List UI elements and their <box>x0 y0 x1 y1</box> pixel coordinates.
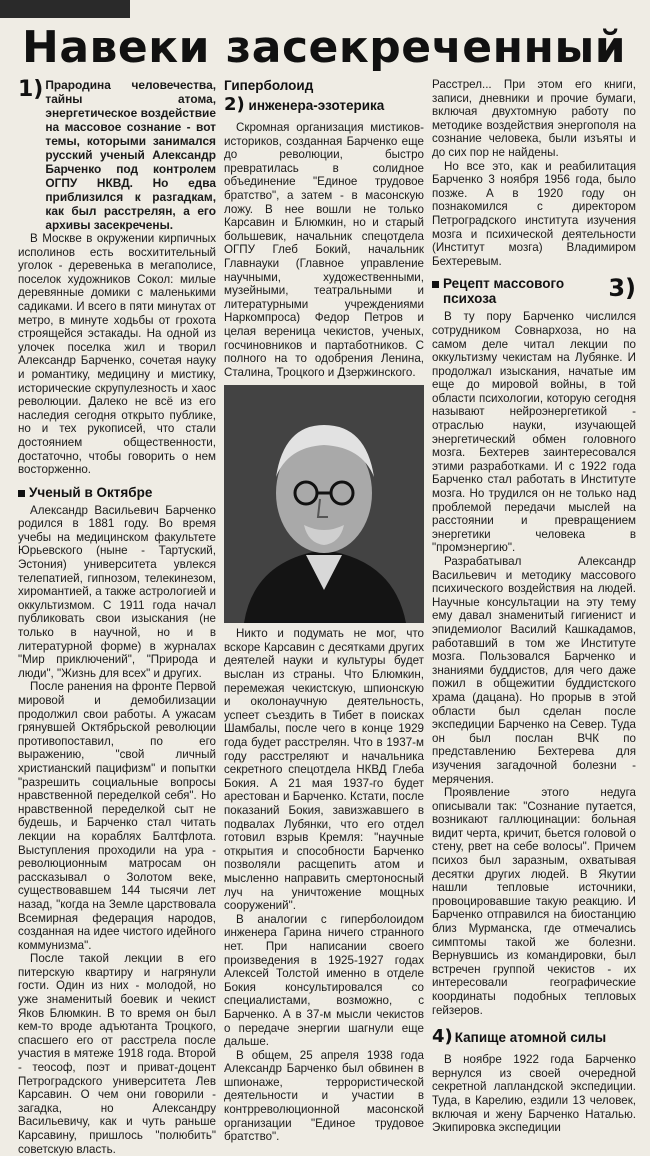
top-corner-block <box>0 0 130 18</box>
section-heading-kapische: 4) Капище атомной силы <box>432 1026 607 1048</box>
lead-block <box>18 78 216 232</box>
handwritten-marker-1: 1) <box>18 77 44 102</box>
bullet-icon <box>432 281 439 288</box>
col3-paragraph-2: В ту пору Барченко числился сотрудником Совнархоза, но на самом деле читал лекции по оккультизму чекистам на Лубянке. И продолжал изыскания, начатые им еще до мировой войны, в той области психологии, которую сегодня называют нейроэнергетикой - отраслью науки, изучающей энергетический обмен головного мозга. Бехтерев заинтересовался этими разработками. И с 1922 года Барченко стал работать в Институте мозга. Но трудился он не только над проблемой передачи мыслей на расстоянии и превращением энергетики человека в "промэнергию". <box>432 310 636 555</box>
col3-paragraph-0: Расстрел... При этом его книги, записи, дневники и прочие бумаги, включая двухтомную работу по методике воздействия энергополя на сознание человека, были изъяты и до сих пор не найдены. <box>432 78 636 159</box>
section-heading-giperboloid: Гиперболоид 2) инженера-эзотерика <box>224 78 385 115</box>
col2-paragraph-3: В аналогии с гиперболоидом инженера Гарина ничего странного нет. При написании своего произведения в 1925-1927 годах Алексей Толстой именно в отделе Бокия консультировался со специалистами, возможно, с Барченко. А в 37-м мысли чекистов о передаче энергии шагнули еще дальше. <box>224 912 424 1049</box>
col3-paragraph-5: В ноябре 1922 года Барченко вернулся из своей очередной секретной лапландской экспедиции. Туда, в Карелию, ездили 13 человек, включая и жену Барченко Наталью. Экипировка экспедиции <box>432 1053 636 1135</box>
col3-paragraph-1: Но все это, как и реабилитация Барченко 3 ноября 1956 года, было позже. А в 1920 году он познакомился с директором Петроградского института изучения мозга и психической деятельности (Институт мозга) Владимиром Бехтеревым. <box>432 159 636 268</box>
portrait-photo <box>224 385 424 623</box>
column-2 <box>224 78 424 1144</box>
col2-paragraph-4: В общем, 25 апреля 1938 года Александр Барченко был обвинен в шпионаже, террористической деятельности и участии в контрреволюционной масонской организации "Единое трудовое братство". <box>224 1048 424 1144</box>
bullet-icon <box>18 490 25 497</box>
col2-paragraph-2: Никто и подумать не мог, что вскоре Карсавин с десятками других деятелей науки и культуры будет выслан из страны. Что Блюмкин, перемежая чекистскую, шпионскую и околонаучную деятельность, успеет съездить в Тибет в поисках Шамбалы, после чего в конце 1929 года будет расстрелян. Что в 1937-м году расстреляют и начальника секретного спецотдела НКВД Глеба Бокия. А 21 мая 1937-го будет арестован и Барченко. Кстати, после показаний Бокия, завизжавшего в подвалах Лубянки, что его отдел готовил взрыв Кремля: "научные открытия и способности Барченко позволяли расщепить атом и мысленно направить смертоносный луч на уничтожение мощных сооружений". <box>224 627 424 913</box>
portrait-illustration <box>224 385 424 623</box>
lead-paragraph: Прародина человечества, тайны атома, энергетическое воздействие на массовое сознание - вот темы, которыми занимался русский ученый Александр Барченко под контролем ОГПУ НКВД. Но едва приблизился к разгадкам, как был расстрелян, а его архивы засекречены. <box>45 78 216 232</box>
section-heading-uchenyi: Ученый в Октябре <box>18 485 216 500</box>
handwritten-marker-2: 2) <box>224 94 245 115</box>
col2-paragraph-1: Скромная организация мистиков-историков, созданная Барченко еще до революции, быстро превратилась в солидное объединение "Единое трудовое братство", а затем - в масонскую ложу. В нее вошли не только Карсавин и Блюмкин, но и старый большевик, начальник спецотдела ОГПУ Глеб Бокий, начальник Главнауки (Главное управление научными, художественными, музейными, театральными и литературными учреждениями Наркомпроса) Федор Петров и целая вереница чекистов, ученых, госчиновников и партаботников. С полного на то одобрения Ленина, Сталина, Троцкого и Дзержинского. <box>224 121 424 379</box>
handwritten-marker-3: 3) <box>608 274 636 303</box>
column-3 <box>432 78 636 1135</box>
col1-paragraph-3: После ранения на фронте Первой мировой и демобилизации продолжил свои работы. А ужасам грянувшей Октябрьской революции противопоставил, по его выражению, "свой личный христианский пацифизм" и попытки "разрешить социальные вопросы нравственной переделкой себя". Но нравственной переделкой сыт не будешь, и Барченко стал читать лекции на кораблях Балтфлота. Выступления проходили на ура - революционным матросам он рассказывал о Золотом веке, существовавшем 144 тысячи лет назад, "когда на Земле царствовала Всемирная федерация народов, созданная на идее чистого идейного коммунизма". <box>18 680 216 952</box>
col3-paragraph-3: Разрабатывал Александр Васильевич и методику массового психического воздействия на людей. Научные консультации на эту тему ему давал знаменитый гигиенист и эпидемиолог Василий Кашкадамов, работавший в том же Институте мозга. Пользовался Барченко и знаниями буддистов, для чего даже пожил в общежитии буддистского храма (дацана). Но прорыв в этой области был сделан после экспедиции Барченко на Север. Туда он был послан ВЧК по представлению Бехтерева для изучения загадочной болезни - мерячения. <box>432 555 636 786</box>
handwritten-marker-4: 4) <box>432 1026 453 1048</box>
col1-paragraph-2: Александр Васильевич Барченко родился в 1881 году. Во время учебы на медицинском факультете Юрьевского (ныне - Тартуский, Эстония) университета увлекся телепатией, гипнозом, телекинезом, хиромантией, а также астрологией и оккультизмом. С 1911 года начал публиковать свои изыскания (не только в научной, но и в литературной форме) в журналах "Мир приключений", "Природа и люди", "Жизнь для всех" и других. <box>18 503 216 680</box>
headline: Навеки засекреченный <box>22 22 627 73</box>
col1-paragraph-1: В Москве в окружении кирпичных исполинов есть восхитительный уголок - деревенька в мегаполисе, поселок художников Сокол: милые деревянные домики с маленькими садиками. И всего в пяти минутах от метро, в минуте ходьбы от грохота строящейся эстакады. На одной из улочек поселка жил и творил Александр Барченко, сочетая науку и романтику, медицину и мистику, исторические скрупулезность и хаос революции. Далеко не всё из его наследия сегодня открыто публике, но и тех рукописей, что стали достоянием общественности, достаточно, чтобы говорить о нем восторженно. <box>18 232 216 477</box>
section-heading-recept-row <box>432 268 636 310</box>
col3-paragraph-4: Проявление этого недуга описывали так: "Сознание путается, возникают галлюцинации: больная видит черта, кричит, бьется головой о стену, рвет на себе волосы". Причем психоз был заразным, охватывая десятки других людей. В Якутии нашли тепловые источники, провоцировавшие такую реакцию. И Барченко отправился на биостанцию близ Мурманска, где отмечались симптомы такой же болезни. Вернувшись из командировки, был встречен группой чекистов - их интересовали географические координаты подобных тепловых гейзеров. <box>432 786 636 1017</box>
col1-paragraph-4: После такой лекции в его питерскую квартиру и нагрянули гости. Один из них - молодой, но уже знаменитый боевик и чекист Яков Блюмкин. В то время он был кем-то вроде адъютанта Троцкого, спасшего его от расстрела после участия в мятеже 1918 года. Второй - теософ, поэт и приват-доцент Петроградского университета Лев Карсавин. О чем они говорили - загадка, но Александру Васильевичу, как и чуть раньше Карсавину, пришлось "полюбить" советскую власть. <box>18 952 216 1156</box>
section-heading-recept: Рецепт массового психоза <box>432 276 608 306</box>
column-1 <box>18 77 216 1156</box>
